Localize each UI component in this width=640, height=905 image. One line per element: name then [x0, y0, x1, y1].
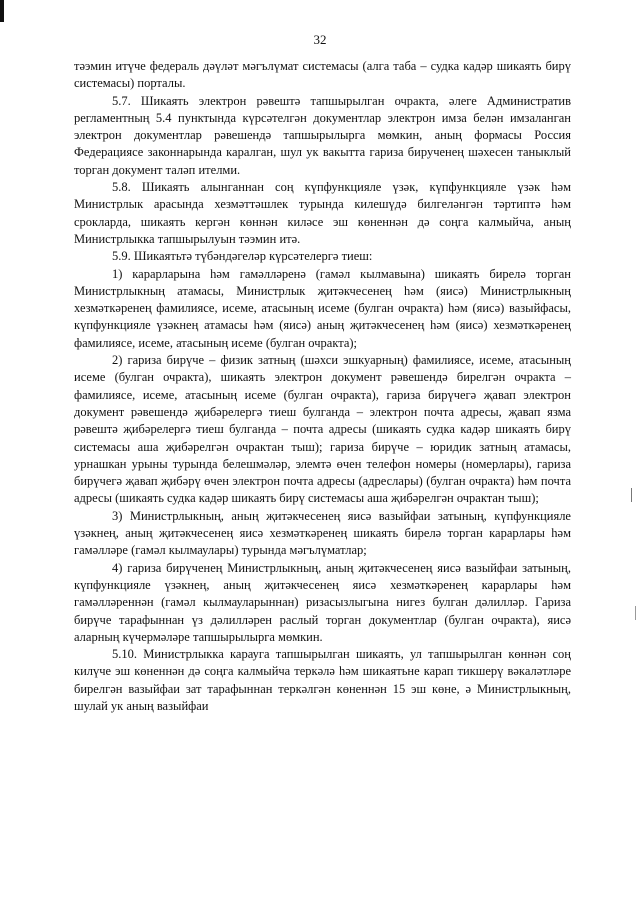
list-item: 2) гариза бирүче – физик затның (шәхси эшкуарның) фамилиясе, исеме, атасының исеме (булган очракта), шикаять электрон документ рәвешендә бирелгән очракта – фамилиясе, исеме, атасының исеме (булган очракта), гариза бирүчегә җавап электрон документ рәвешендә җибәрелергә тиеш булганда – электрон почта адресы, җавап язма рәвештә җибәрелергә тиеш булганда – почта адресы (шикаять судка кадәр шикаять бирү системасы аша җибәрелгән очрактан тыш); гариза бирүче – юридик затның атамасы, урнашкан урыны турында белешмәләр, элемтә өчен телефон номеры (номерлары), гариза бирүчегә җавап җибәрү өчен электрон почта адресы (адреслары) (булган очракта) һәм почта адресы (шикаять судка кадәр шикаять бирү системасы аша җибәрелгән очрактан тыш); [74, 353, 571, 506]
paragraph: 5.7. Шикаять электрон рәвештә тапшырылган очракта, әлеге Административ регламентның 5.4 пунктында күрсәтелгән документлар электрон имза белән имзаланган электрон документлар рәвешендә тапшырылырга мөмкин, аның формасы Россия Федерациясе законнарында каралган, шул ук вакытта гариза бирученең шәхесен таныклый торган документ таләп ителми. [74, 93, 571, 177]
paragraph: 5.10. Министрлыкка карауга тапшырылган шикаять, ул тапшырылган көннән соң килүче эш көненнән дә соңга калмыйча теркәлә һәм шикаятьне карап тикшерү вәкаләтләре бирелгән вазыйфаи зат тарафыннан теркәлгән көненнән 15 эш көне, ә Министрлыкның, шулай ук аның вазыйфаи [74, 647, 571, 713]
paragraph: тәэмин итүче федераль дәүләт мәгълүмат системасы (алга таба – судка кадәр шикаять бирү системасы) порталы. [74, 59, 571, 91]
page-number: 32 [313, 32, 327, 47]
document-body [74, 58, 571, 715]
scan-edge-mark [635, 606, 636, 620]
scan-edge-mark [0, 0, 4, 22]
list-item: 1) карарларына һәм гамәлләренә (гамәл кылмавына) шикаять бирелә торган Министрлыкның атамасы, Министрлык җитәкчесенең һәм (яисә) Министрлыкның хезмәткәренең фамилиясе, исеме, атасының исеме (булган очракта) һәм (яисә) вазыйфасы, күпфункцияле үзәкнең атамасы һәм (яисә) аның җитәкчесенең һәм (яисә) хезмәткәренең фамилиясе, исеме, атасының исеме (булган очракта); [74, 266, 571, 350]
list-item: 4) гариза бирүченең Министрлыкның, аның җитәкчесенең яисә вазыйфаи затының, күпфункцияле үзәкнең, аның җитәкчесенең яисә хезмәткәренең карарлары һәм гамәлләреннән (гамәл кылмауларыннан) ризасызлыгына нигез булган дәлилләр. Гариза бирүче тарафыннан үз дәлилләрен раслый торган документлар (булган очракта), яисә аларның күчермәләре тапшырылырга мөмкин. [74, 560, 571, 644]
paragraph: 5.8. Шикаять алынганнан соң күпфункцияле үзәк, күпфункцияле үзәк һәм Министрлык арасында хезмәттәшлек турында килешүдә билгеләнгән тәртиптә һәм срокларда, шикаять кергән көннән киләсе эш көненнән дә соңга калмыйча, аның Министрлыкка тапшырылуын тәэмин итә. [74, 180, 571, 246]
paragraph: 5.9. Шикаятьтә түбәндәгеләр күрсәтелергә тиеш: [112, 249, 373, 264]
list-item: 3) Министрлыкның, аның җитәкчесенең яисә вазыйфаи затының, күпфункцияле үзәкнең, аның җитәкчесенең яисә хезмәткәренең шикаять бирелә торган карарлары һәм гамәлләре (гамәл кылмаулары) турында мәгълүматлар; [74, 508, 571, 558]
scan-edge-mark [631, 488, 632, 502]
